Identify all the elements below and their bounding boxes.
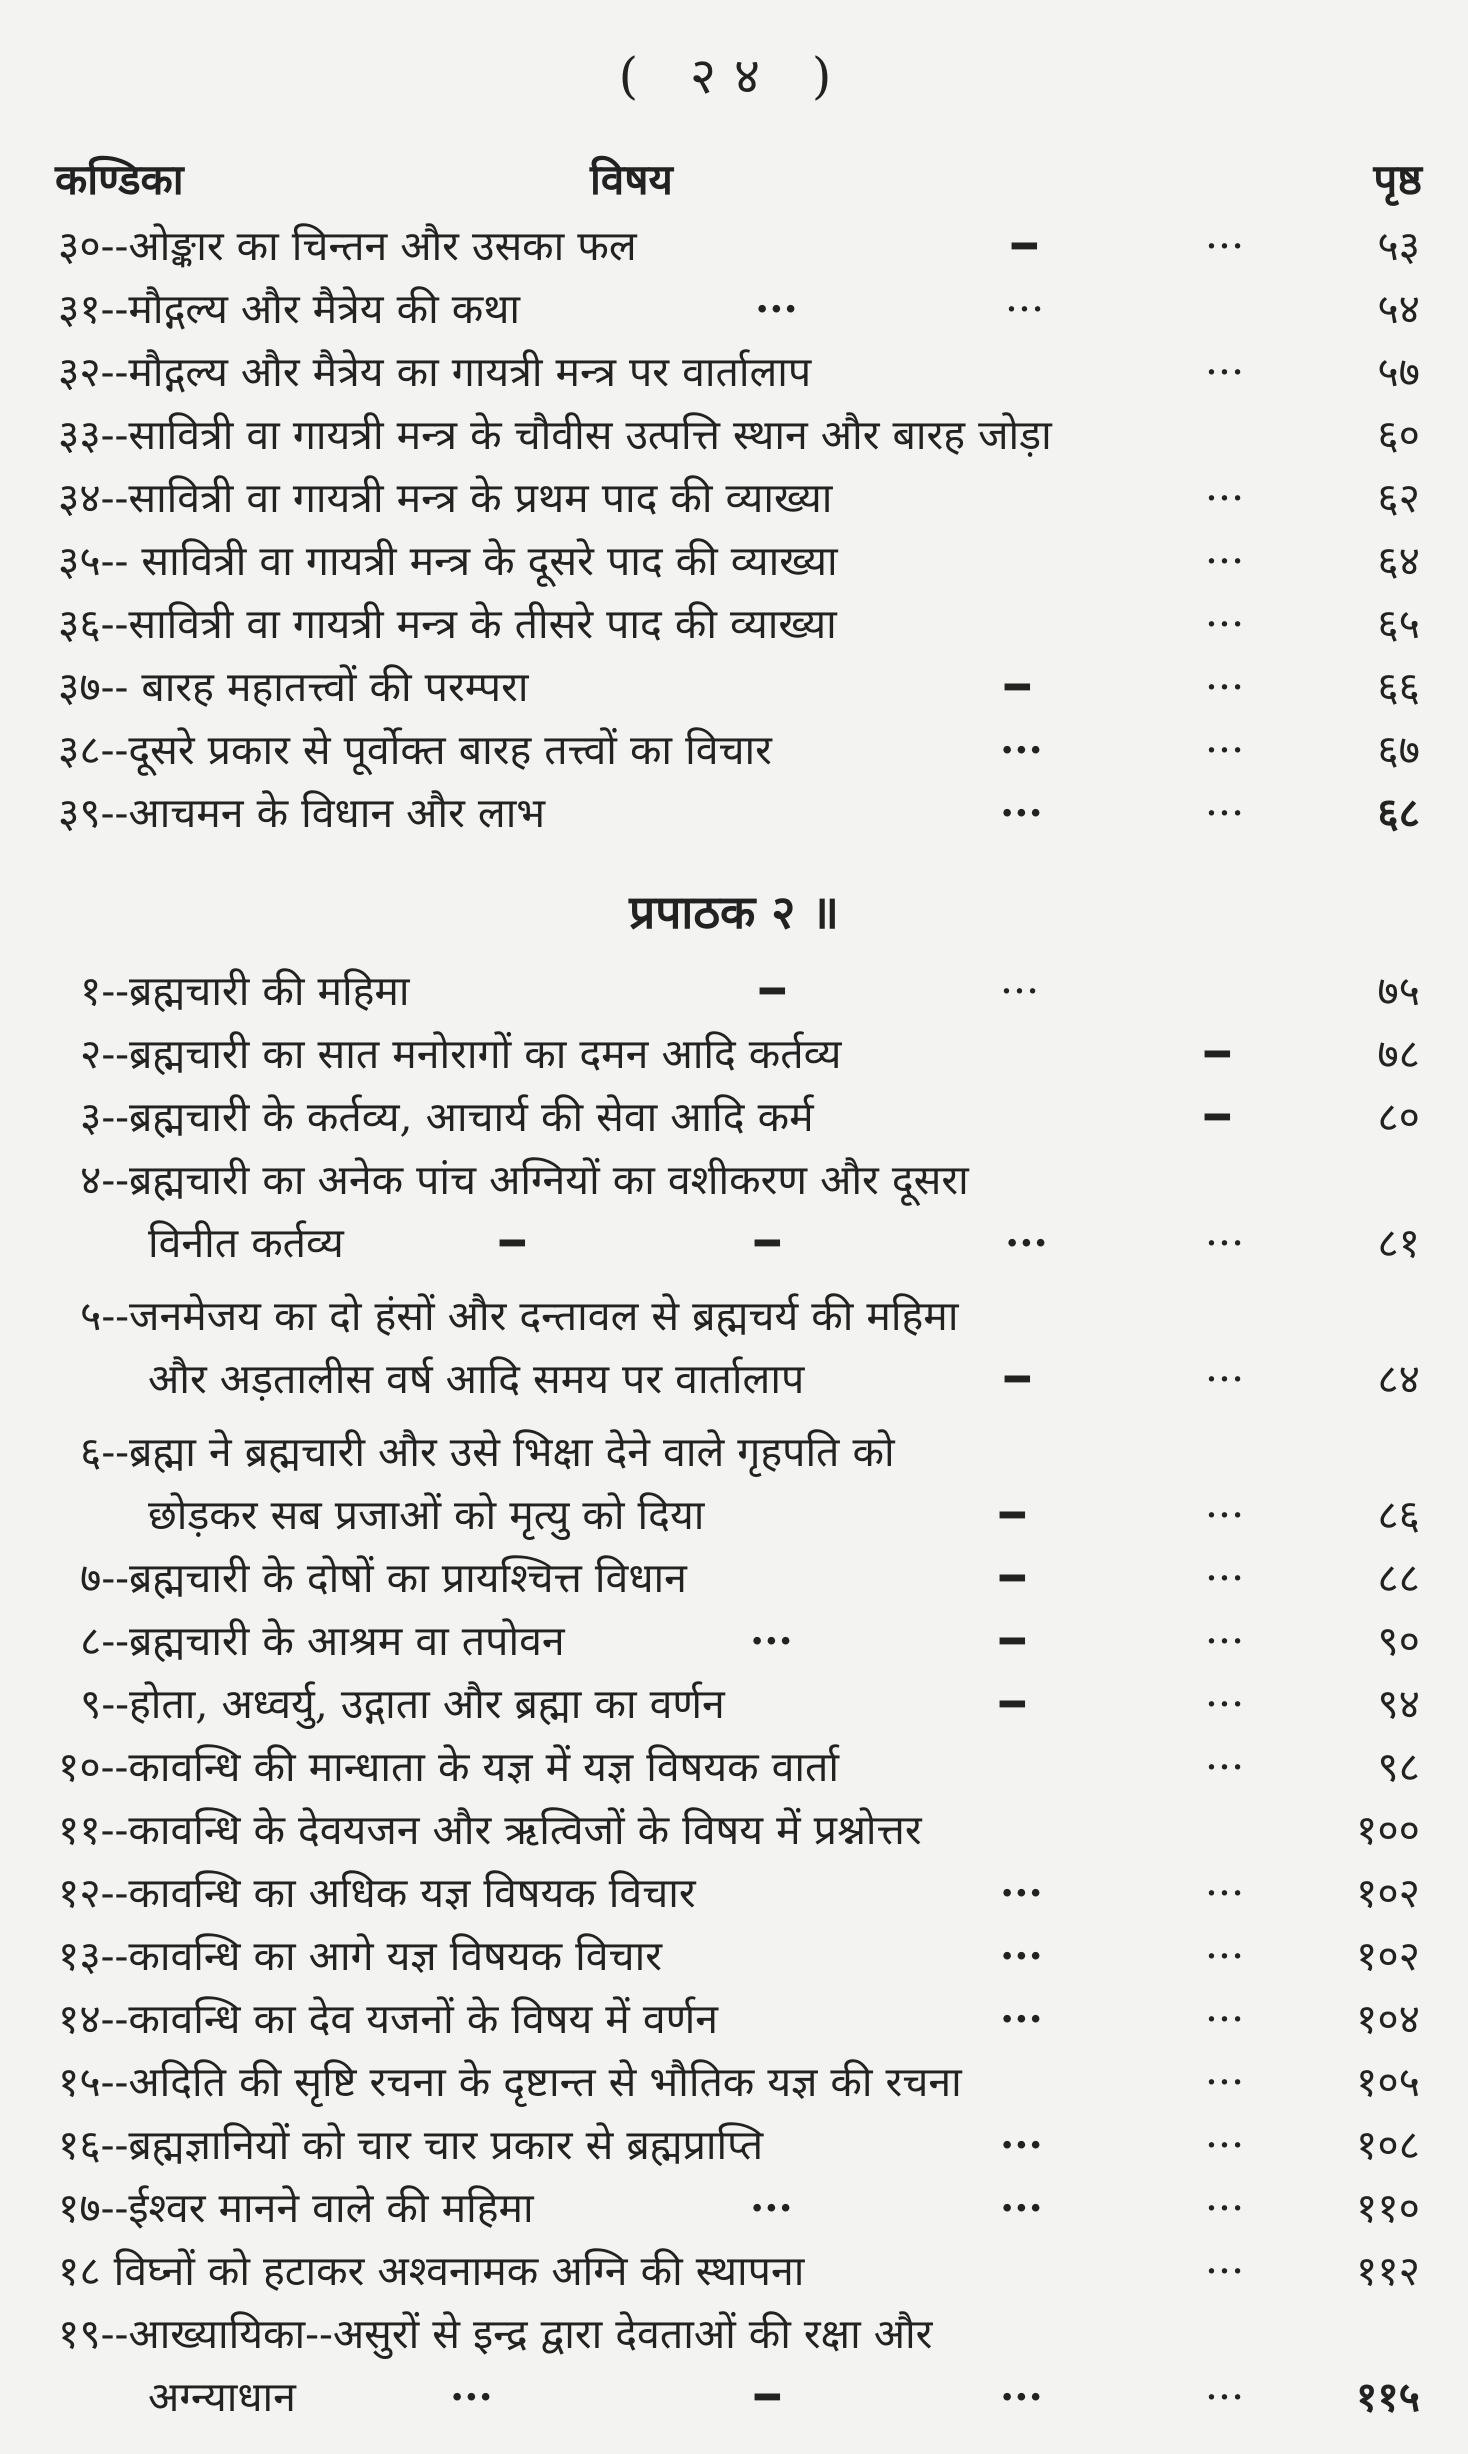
header-prishtha: पृष्ठ (1373, 155, 1422, 204)
entry-page: ८६ (1377, 1491, 1420, 1539)
toc-entry: ६--ब्रह्मा ने ब्रह्मचारी और उसे भिक्षा देने वाले गृहपति को छोड़कर सब प्रजाओं को मृत्यु को दिया ━ ··· ८६ (0, 1421, 1468, 1547)
toc-entry: ८--ब्रह्मचारी के आश्रम वा तपोवन ··· ━ ··· ९० (0, 1610, 1468, 1673)
toc-entry: २--ब्रह्मचारी का सात मनोरागों का दमन आदि कर्तव्य ━ ७८ (0, 1023, 1468, 1086)
toc-entry: १२--कावन्धि का अधिक यज्ञ विषयक विचार ··· ··· १०२ (0, 1862, 1468, 1925)
entry-page: ९० (1377, 1617, 1420, 1665)
toc-entry (0, 656, 1468, 719)
leader: ··· (1005, 285, 1045, 333)
entry-page: ५४ (1377, 285, 1420, 333)
entry-title: ३०--ओङ्कार का चिन्तन और उसका फल (58, 222, 637, 270)
entry-title: ११--कावन्धि के देवयजन और ऋत्विजों के विषय में प्रश्नोत्तर (58, 1806, 922, 1854)
toc-entry (0, 404, 1468, 467)
toc-entry: ४--ब्रह्मचारी का अनेक पांच अग्नियों का वशीकरण और दूसरा विनीत कर्तव्य ━ ━ ··· ··· ८१ (0, 1149, 1468, 1275)
toc-entry (0, 719, 1468, 782)
entry-page: ७५ (1377, 967, 1420, 1015)
entry-title: ८--ब्रह्मचारी के आश्रम वा तपोवन (80, 1617, 565, 1665)
entry-page: ६४ (1377, 537, 1420, 585)
entry-title: ७--ब्रह्मचारी के दोषों का प्रायश्चित्त विधान (80, 1554, 687, 1602)
entry-title: ३६--सावित्री वा गायत्री मन्त्र के तीसरे पाद की व्याख्या (58, 600, 837, 648)
leader: ··· (1205, 348, 1245, 396)
entry-page: ११२ (1356, 2247, 1420, 2295)
entry-title: ३७-- बारह महातत्त्वों की परम्परा (58, 663, 529, 711)
leader: ··· (1000, 726, 1043, 774)
entry-title: ३८--दूसरे प्रकार से पूर्वोक्त बारह तत्त्वों का विचार (58, 726, 772, 774)
entry-page: १०० (1356, 1806, 1420, 1854)
entry-title: ९--होता, अध्वर्यु, उद्गाता और ब्रह्मा का वर्णन (80, 1680, 725, 1728)
leader: ··· (1205, 663, 1245, 711)
entry-page: ११५ (1356, 2373, 1420, 2421)
entry-title: ३३--सावित्री वा गायत्री मन्त्र के चौवीस उत्पत्ति स्थान और बारह जोड़ा (58, 411, 1052, 459)
entry-title: १८ विघ्नों को हटाकर अश्वनामक अग्नि की स्थापना (58, 2247, 805, 2295)
entry-title: ५--जनमेजय का दो हंसों और दन्तावल से ब्रह्मचर्य की महिमा (80, 1292, 959, 1340)
page-number: ( २४ ) (618, 47, 850, 105)
toc-entry: १६--ब्रह्मज्ञानियों को चार चार प्रकार से ब्रह्मप्राप्ति ··· ··· १०८ (0, 2114, 1468, 2177)
toc-entry: १४--कावन्धि का देव यजनों के विषय में वर्णन ··· ··· १०४ (0, 1988, 1468, 2051)
entry-title: २--ब्रह्मचारी का सात मनोरागों का दमन आदि कर्तव्य (80, 1030, 842, 1078)
entry-title-cont: और अड़तालीस वर्ष आदि समय पर वार्तालाप (148, 1355, 805, 1403)
entry-page: १०२ (1356, 1932, 1420, 1980)
entry-page: ६८ (1377, 789, 1420, 837)
toc-entry (0, 341, 1468, 404)
section-title: प्रपाठक २ ॥ (629, 885, 839, 939)
entry-page: ९४ (1377, 1680, 1420, 1728)
entry-title: ३--ब्रह्मचारी के कर्तव्य, आचार्य की सेवा आदि कर्म (80, 1093, 814, 1141)
entry-title: ३१--मौद्गल्य और मैत्रेय की कथा (58, 285, 521, 333)
entry-title: १०--कावन्धि की मान्धाता के यज्ञ में यज्ञ विषयक वार्ता (58, 1743, 840, 1791)
leader: ━ (1012, 222, 1037, 270)
entry-page: १०८ (1356, 2121, 1420, 2169)
toc-entry (0, 593, 1468, 656)
toc-section-2 (0, 960, 1468, 2429)
toc-entry: ७--ब्रह्मचारी के दोषों का प्रायश्चित्त विधान ━ ··· ८८ (0, 1547, 1468, 1610)
entry-title: १३--कावन्धि का आगे यज्ञ विषयक विचार (58, 1932, 662, 1980)
entry-page: ६६ (1377, 663, 1420, 711)
entry-title: १२--कावन्धि का अधिक यज्ञ विषयक विचार (58, 1869, 696, 1917)
entry-page: ८८ (1377, 1554, 1420, 1602)
toc-entry: १९--आख्यायिका--असुरों से इन्द्र द्वारा देवताओं की रक्षा और अग्न्याधान ··· ━ ··· ··· ११५ (0, 2303, 1468, 2429)
toc-entry (0, 215, 1468, 278)
entry-page: ८१ (1377, 1219, 1420, 1267)
leader: ··· (1205, 222, 1245, 270)
entry-title: १९--आख्यायिका--असुरों से इन्द्र द्वारा देवताओं की रक्षा और (58, 2310, 933, 2358)
header-vishay: विषय (590, 155, 673, 204)
leader: ··· (755, 285, 798, 333)
entry-page: ८० (1377, 1093, 1420, 1141)
toc-entry: १५--अदिति की सृष्टि रचना के दृष्टान्त से भौतिक यज्ञ की रचना ··· १०५ (0, 2051, 1468, 2114)
entry-title-cont: छोड़कर सब प्रजाओं को मृत्यु को दिया (148, 1491, 705, 1539)
toc-header (0, 150, 1468, 210)
entry-title-cont: विनीत कर्तव्य (148, 1219, 344, 1267)
entry-page: १०२ (1356, 1869, 1420, 1917)
entry-title: ३२--मौद्गल्य और मैत्रेय का गायत्री मन्त्र पर वार्तालाप (58, 348, 812, 396)
toc-entry (0, 1799, 1468, 1862)
toc-entry (0, 782, 1468, 845)
leader: ··· (1205, 726, 1245, 774)
entry-title-cont: अग्न्याधान (148, 2373, 296, 2421)
toc-entry: १३--कावन्धि का आगे यज्ञ विषयक विचार ··· ··· १०२ (0, 1925, 1468, 1988)
toc-entry: ५--जनमेजय का दो हंसों और दन्तावल से ब्रह्मचर्य की महिमा और अड़तालीस वर्ष आदि समय पर वार्तालाप ━ ··· ८४ (0, 1285, 1468, 1411)
leader: ··· (1205, 537, 1245, 585)
toc-entry (0, 530, 1468, 593)
entry-page: ७८ (1377, 1030, 1420, 1078)
entry-page: ५७ (1377, 348, 1420, 396)
toc-section-1 (0, 215, 1468, 845)
leader: ··· (1205, 789, 1245, 837)
entry-page: ६२ (1377, 474, 1420, 522)
toc-entry (0, 278, 1468, 341)
toc-entry: ९--होता, अध्वर्यु, उद्गाता और ब्रह्मा का वर्णन ━ ··· ९४ (0, 1673, 1468, 1736)
header-kandika: कण्डिका (55, 155, 184, 204)
entry-title: ४--ब्रह्मचारी का अनेक पांच अग्नियों का वशीकरण और दूसरा (80, 1156, 969, 1204)
entry-page: ६५ (1377, 600, 1420, 648)
entry-title: ३४--सावित्री वा गायत्री मन्त्र के प्रथम पाद की व्याख्या (58, 474, 833, 522)
toc-entry: १८ विघ्नों को हटाकर अश्वनामक अग्नि की स्थापना ··· ११२ (0, 2240, 1468, 2303)
entry-page: ६७ (1377, 726, 1420, 774)
entry-page: ६० (1377, 411, 1420, 459)
entry-title: ३५-- सावित्री वा गायत्री मन्त्र के दूसरे पाद की व्याख्या (58, 537, 838, 585)
toc-entry: १०--कावन्धि की मान्धाता के यज्ञ में यज्ञ विषयक वार्ता ··· ९८ (0, 1736, 1468, 1799)
entry-title: १५--अदिति की सृष्टि रचना के दृष्टान्त से भौतिक यज्ञ की रचना (58, 2058, 962, 2106)
leader: ··· (1000, 789, 1043, 837)
entry-title: ३९--आचमन के विधान और लाभ (58, 789, 546, 837)
entry-title: १४--कावन्धि का देव यजनों के विषय में वर्णन (58, 1995, 719, 2043)
leader: ··· (1205, 600, 1245, 648)
entry-title: १७--ईश्वर मानने वाले की महिमा (58, 2184, 534, 2232)
entry-title: १--ब्रह्मचारी की महिमा (80, 967, 410, 1015)
toc-entry: ३--ब्रह्मचारी के कर्तव्य, आचार्य की सेवा आदि कर्म ━ ८० (0, 1086, 1468, 1149)
entry-page: ५३ (1377, 222, 1420, 270)
entry-page: ११० (1356, 2184, 1420, 2232)
entry-page: १०५ (1356, 2058, 1420, 2106)
entry-title: १६--ब्रह्मज्ञानियों को चार चार प्रकार से ब्रह्मप्राप्ति (58, 2121, 764, 2169)
toc-entry (0, 467, 1468, 530)
entry-page: १०४ (1356, 1995, 1420, 2043)
entry-title: ६--ब्रह्मा ने ब्रह्मचारी और उसे भिक्षा देने वाले गृहपति को (80, 1428, 895, 1476)
leader: ··· (1205, 474, 1245, 522)
leader: ━ (1005, 663, 1030, 711)
toc-entry: १७--ईश्वर मानने वाले की महिमा ··· ··· ··· ११० (0, 2177, 1468, 2240)
entry-page: ८४ (1377, 1355, 1420, 1403)
entry-page: ९८ (1377, 1743, 1420, 1791)
toc-entry: १--ब्रह्मचारी की महिमा ━ ··· ७५ (0, 960, 1468, 1023)
